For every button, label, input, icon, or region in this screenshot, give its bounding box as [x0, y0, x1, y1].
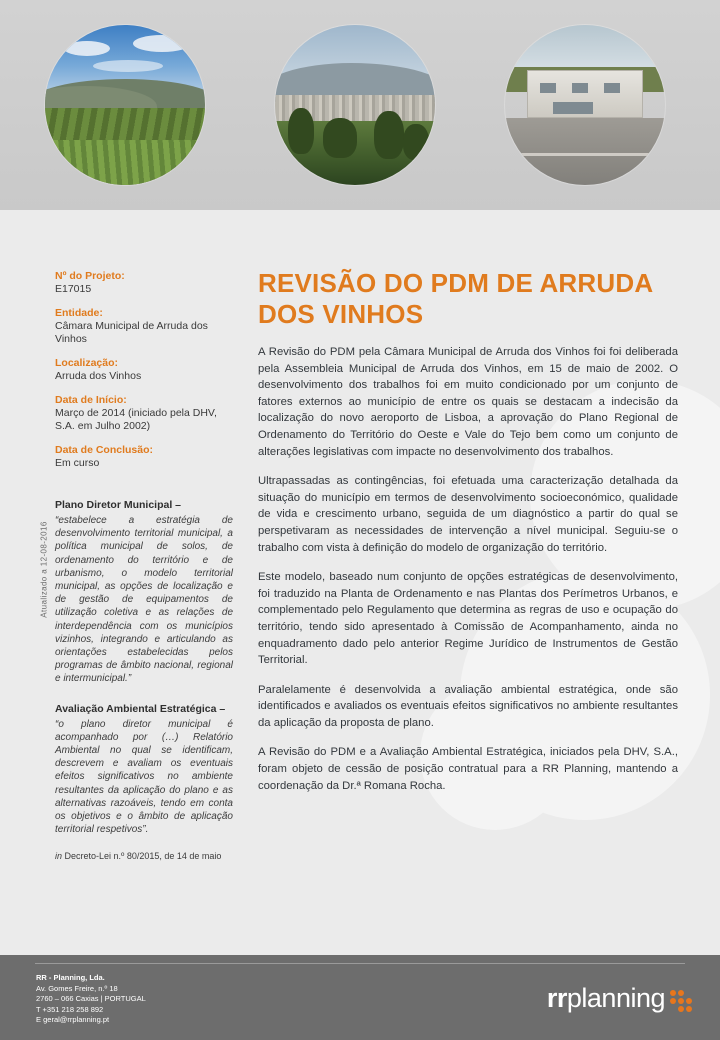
logo-rr: rr	[546, 983, 567, 1013]
quote-text: “o plano diretor municipal é acompanhado por (…) Relatório Ambiental no qual se identificam, descrevem e avaliam os eventuais efeitos significativos no ambiente resultantes da aplicação do plano e as alternativas razoáveis, tendo em conta os objetivos e o âmbito de aplicação territorial respetivos”.	[55, 718, 233, 836]
meta-label: Data de Conclusão:	[55, 444, 154, 456]
meta-value: Em curso	[55, 457, 100, 469]
quote-title: Plano Diretor Municipal –	[55, 499, 182, 511]
meta-item-end-date	[55, 444, 233, 470]
quote-source-prefix: in	[55, 851, 63, 862]
meta-value: Arruda dos Vinhos	[55, 370, 142, 382]
paragraph-4: Paralelamente é desenvolvida a avaliação ambiental estratégica, onde são identificados e avaliados os eventuais efeitos significativos no ambiente resultantes da aplicação da proposta de plano.	[258, 683, 678, 729]
vineyard-landscape-photo	[45, 25, 205, 185]
meta-label: Localização:	[55, 357, 119, 369]
paragraph-3: Este modelo, baseado num conjunto de opções estratégicas de desenvolvimento, foi traduzido na Planta de Ordenamento e nas Plantas dos Perímetros Urbanos, e complementado pelo Regulamento que determina as regras de uso e ocupação do território, tendo sido apresentado à Comissão de Acompanhamento, ainda no enquadramento dado pelo anterior Regime Jurídico de Instrumentos de Gestão Territorial.	[258, 571, 678, 667]
building-road-photo	[505, 25, 665, 185]
footer-phone: T +351 218 258 892	[36, 1004, 104, 1014]
meta-label: Nº do Projeto:	[55, 270, 125, 282]
paragraph-1: A Revisão do PDM pela Câmara Municipal de Arruda dos Vinhos foi foi deliberada pela Assembleia Municipal de Arruda dos Vinhos, em 15 de maio de 2002. O desenvolvimento dos trabalhos foi em muito condicionado por um conjunto de fatores externos ao município de entre os quais se destacam a indecisão da localização do novo aeroporto de Lisboa, a aprovação do Plano Regional de Ordenamento do Território do Oeste e Vale do Tejo bem como um conjunto de alterações legislativas com impacte no desenvolvimento dos trabalhos.	[258, 346, 678, 458]
meta-label: Entidade:	[55, 307, 103, 319]
meta-item-entity	[55, 307, 233, 346]
logo-planning: planning	[566, 983, 665, 1013]
valley-town-photo	[275, 25, 435, 185]
footer-email-line	[36, 1015, 146, 1026]
footer-divider	[35, 963, 685, 964]
meta-item-project-number	[55, 270, 233, 296]
footer-address-line-2: 2760 – 066 Caxias | PORTUGAL	[36, 994, 146, 1003]
page-title: REVISÃO DO PDM DE ARRUDA DOS VINHOS	[258, 268, 653, 329]
meta-item-location	[55, 357, 233, 383]
document-body	[0, 210, 720, 955]
quote-aae	[55, 702, 233, 837]
footer-email[interactable]: geral@rrplanning.pt	[43, 1015, 110, 1024]
update-date-note: Atualizado a 12-08-2016	[39, 521, 49, 618]
footer	[0, 955, 720, 1040]
project-info-column	[55, 270, 233, 862]
meta-value: Câmara Municipal de Arruda dos Vinhos	[55, 320, 208, 345]
footer-contact-block	[36, 973, 146, 1026]
quote-source	[55, 850, 233, 862]
footer-company: RR - Planning, Lda.	[36, 973, 105, 982]
footer-address-line-1: Av. Gomes Freire, n.º 18	[36, 983, 118, 993]
meta-item-start-date	[55, 394, 233, 433]
rrplanning-logo	[547, 983, 692, 1014]
quote-title: Avaliação Ambiental Estratégica –	[55, 702, 226, 715]
logo-wordmark	[547, 983, 665, 1014]
footer-email-label: E	[36, 1015, 42, 1024]
paragraph-5: A Revisão do PDM e a Avaliação Ambiental Estratégica, iniciados pela DHV, S.A., foram objeto de cessão de posição contratual para a RR Planning, mantendo a coordenação da Dr.ª Romana Rocha.	[258, 746, 678, 792]
meta-label: Data de Início:	[55, 394, 127, 406]
logo-dots-icon	[670, 990, 692, 1012]
main-content-column	[258, 268, 678, 807]
meta-value: Março de 2014 (iniciado pela DHV, S.A. em Julho 2002)	[55, 407, 217, 432]
quote-text: “estabelece a estratégia de desenvolvimento territorial municipal, a política municipal de solos, de ordenamento do território e de urbanismo, o modelo territorial municipal, as opções de localização e de gestão de equipamentos de utilização coletiva e as relações de interdependência com os municípios vizinhos, integrando e articulando as orientações estabelecidas pelos programas de âmbito nacional, regional e intermunicipal.”	[55, 515, 233, 685]
quote-pdm	[55, 498, 233, 686]
paragraph-2: Ultrapassadas as contingências, foi efetuada uma caracterização detalhada da situação do município em termos de desenvolvimento socioeconómico, qualidade de vida e crescimento urbano, seguida de um diagnóstico a partir do qual se perspetivaram as necessidades de intervenção a nível municipal. Seguiu-se o trabalho com vista à definição do modelo de organização do território.	[258, 475, 678, 554]
quote-source-text: Decreto-Lei n.º 80/2015, de 14 de maio	[64, 851, 222, 862]
meta-value: E17015	[55, 283, 92, 295]
header-photo-band	[0, 0, 720, 210]
